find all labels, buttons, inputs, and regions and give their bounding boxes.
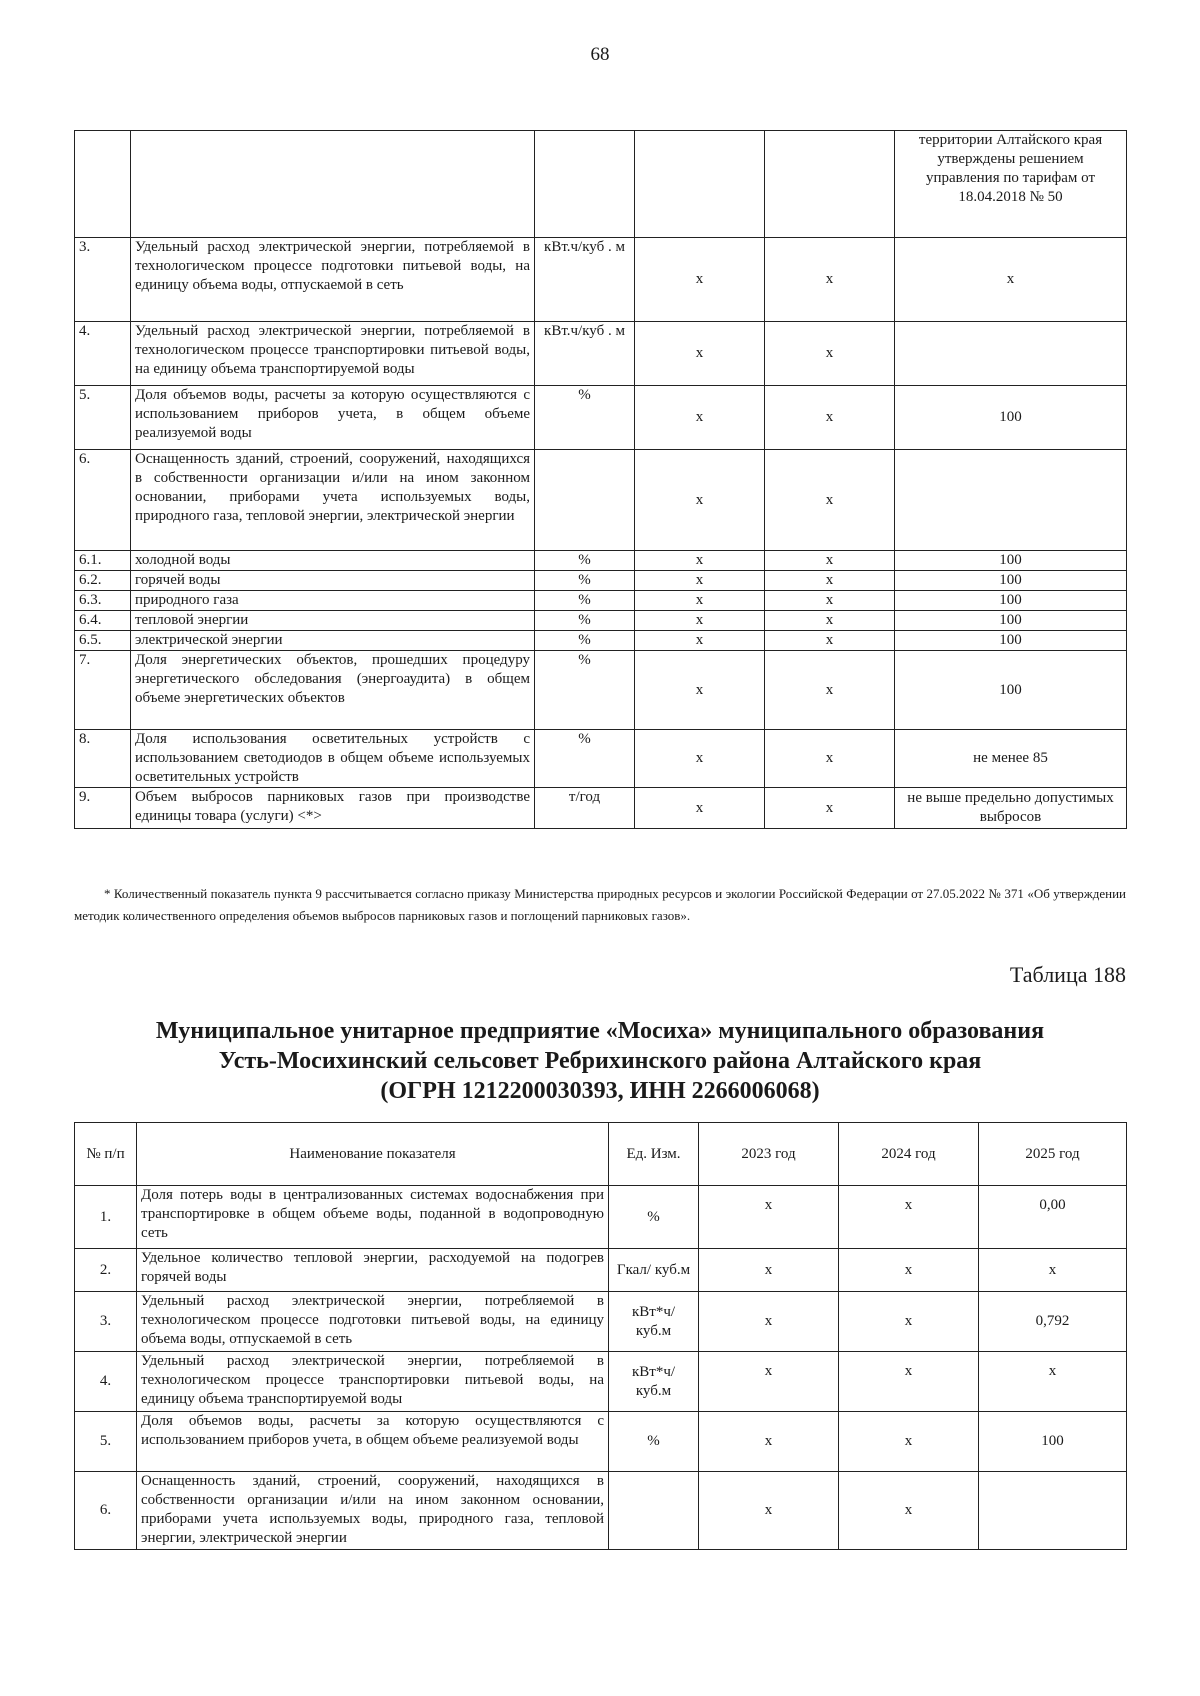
- table-row: [75, 450, 1127, 551]
- value-2024: х: [839, 1292, 979, 1352]
- heading-line: Усть-Мосихинский сельсовет Ребрихинского района Алтайского края: [218, 1048, 982, 1074]
- indicator-table: [74, 1122, 1127, 1550]
- column-header-2023: 2023 год: [699, 1123, 839, 1186]
- indicator-name: электрической энергии: [131, 631, 535, 651]
- indicator-name: Удельный расход электрической энергии, потребляемой в технологическом процессе подготовки питьевой воды, на единицу объема воды, отпускаемой в сеть: [131, 238, 535, 322]
- table-row: [75, 1249, 1127, 1292]
- unit: Гкал/ куб.м: [609, 1249, 699, 1292]
- unit: кВт*ч/ куб.м: [609, 1292, 699, 1352]
- value-2023: х: [635, 611, 765, 631]
- table-row: [75, 788, 1127, 829]
- value-2023: х: [699, 1249, 839, 1292]
- indicator-name: Удельный расход электрической энергии, потребляемой в технологическом процессе транспортировки питьевой воды, на единицу объема транспортируемой воды: [131, 322, 535, 386]
- indicator-name: Доля энергетических объектов, прошедших процедуру энергетического обследования (энергоаудита) в общем объеме энергетических объектов: [131, 651, 535, 730]
- value-2025: 100: [895, 651, 1127, 730]
- unit: %: [535, 651, 635, 730]
- value-2025: 100: [895, 571, 1127, 591]
- row-number: 6.1.: [75, 551, 131, 571]
- value-2023: х: [699, 1412, 839, 1472]
- value-2023: х: [699, 1352, 839, 1412]
- value-2024: х: [765, 611, 895, 631]
- row-number: 3.: [75, 238, 131, 322]
- row-number: [75, 131, 131, 238]
- value-2024: х: [765, 238, 895, 322]
- value-2024: х: [765, 450, 895, 551]
- value-2023: х: [699, 1292, 839, 1352]
- value-2025: [979, 1472, 1127, 1550]
- unit: %: [609, 1412, 699, 1472]
- column-header-name: Наименование показателя: [137, 1123, 609, 1186]
- row-number: 6.3.: [75, 591, 131, 611]
- column-header-unit: Ед. Изм.: [609, 1123, 699, 1186]
- value-2025: 0,00: [979, 1186, 1127, 1249]
- value-2024: х: [839, 1249, 979, 1292]
- row-number: 6.2.: [75, 571, 131, 591]
- value-2024: х: [765, 730, 895, 788]
- value-2024: [765, 131, 895, 238]
- unit: %: [535, 631, 635, 651]
- value-2023: [635, 131, 765, 238]
- header-row: [75, 1123, 1127, 1186]
- value-2024: х: [765, 571, 895, 591]
- value-2025: [895, 450, 1127, 551]
- table-row: [75, 631, 1127, 651]
- indicator-name: Объем выбросов парниковых газов при производстве единицы товара (услуги) <*>: [131, 788, 535, 829]
- row-number: 4.: [75, 322, 131, 386]
- unit: %: [535, 611, 635, 631]
- value-2025: 100: [895, 591, 1127, 611]
- row-number: 8.: [75, 730, 131, 788]
- indicator-name: природного газа: [131, 591, 535, 611]
- table-row: [75, 131, 1127, 238]
- unit: [535, 131, 635, 238]
- value-2023: х: [635, 386, 765, 450]
- value-2023: х: [699, 1186, 839, 1249]
- value-2023: х: [635, 322, 765, 386]
- row-number: 6.: [75, 1472, 137, 1550]
- value-2024: х: [765, 551, 895, 571]
- row-number: 4.: [75, 1352, 137, 1412]
- value-2024: х: [765, 322, 895, 386]
- row-number: 9.: [75, 788, 131, 829]
- table-row: [75, 730, 1127, 788]
- table-row: [75, 611, 1127, 631]
- unit: %: [535, 591, 635, 611]
- table-row: [75, 571, 1127, 591]
- value-2025: 100: [979, 1412, 1127, 1472]
- indicator-name: Оснащенность зданий, строений, сооружений, находящихся в собственности организации и/или на ином законном основании, приборами учета используемых воды, природного газа, тепловой энергии, электрической энергии: [131, 450, 535, 551]
- unit: %: [535, 730, 635, 788]
- page-number: 68: [590, 44, 610, 65]
- row-number: 5.: [75, 386, 131, 450]
- row-number: 3.: [75, 1292, 137, 1352]
- value-2023: х: [635, 571, 765, 591]
- value-2025: [895, 322, 1127, 386]
- value-2024: х: [839, 1352, 979, 1412]
- heading-line: Муниципальное унитарное предприятие «Мосиха» муниципального образования: [155, 1018, 1045, 1044]
- column-header-2025: 2025 год: [979, 1123, 1127, 1186]
- value-2023: х: [635, 788, 765, 829]
- unit: [535, 450, 635, 551]
- unit: кВт.ч/куб . м: [535, 322, 635, 386]
- indicator-name: [131, 131, 535, 238]
- value-2023: х: [635, 551, 765, 571]
- indicator-name: Доля использования осветительных устройств с использованием светодиодов в общем объеме используемых осветительных устройств: [131, 730, 535, 788]
- row-number: 5.: [75, 1412, 137, 1472]
- value-2024: х: [765, 386, 895, 450]
- column-header-2024: 2024 год: [839, 1123, 979, 1186]
- value-2025: х: [979, 1249, 1127, 1292]
- table-row: [75, 651, 1127, 730]
- table-row: [75, 551, 1127, 571]
- row-number: 2.: [75, 1249, 137, 1292]
- value-2025: 100: [895, 611, 1127, 631]
- heading-line: (ОГРН 1212200030393, ИНН 2266006068): [380, 1078, 820, 1104]
- unit: т/год: [535, 788, 635, 829]
- table-row: [75, 1412, 1127, 1472]
- value-2024: х: [839, 1186, 979, 1249]
- table-row: [75, 1472, 1127, 1550]
- indicator-table-continued: [74, 130, 1127, 829]
- value-2024: х: [839, 1472, 979, 1550]
- row-number: 6.: [75, 450, 131, 551]
- unit: %: [535, 551, 635, 571]
- indicator-name: Удельное количество тепловой энергии, расходуемой на подогрев горячей воды: [137, 1249, 609, 1292]
- indicator-name: горячей воды: [131, 571, 535, 591]
- column-header-num: № п/п: [75, 1123, 137, 1186]
- table-row: [75, 1186, 1127, 1249]
- value-2023: х: [635, 450, 765, 551]
- indicator-name: тепловой энергии: [131, 611, 535, 631]
- value-2025: х: [979, 1352, 1127, 1412]
- table-row: [75, 591, 1127, 611]
- table-row: [75, 1352, 1127, 1412]
- value-2024: х: [765, 788, 895, 829]
- value-2025: х: [895, 238, 1127, 322]
- value-2024: х: [839, 1412, 979, 1472]
- value-2025: не выше предельно допустимых выбросов: [895, 788, 1127, 829]
- unit: кВт.ч/куб . м: [535, 238, 635, 322]
- value-2025: не менее 85: [895, 730, 1127, 788]
- footnote: * Количественный показатель пункта 9 рассчитывается согласно приказу Министерства природных ресурсов и экологии Российской Федерации от 27.05.2022 № 371 «Об утверждении методик количественного определения объемов выбросов парниковых газов и поглощений парниковых газов».: [74, 886, 1126, 923]
- indicator-name: Доля потерь воды в централизованных системах водоснабжения при транспортировке в общем объеме воды, поданной в водопроводную сеть: [137, 1186, 609, 1249]
- value-2023: х: [699, 1472, 839, 1550]
- row-number: 6.4.: [75, 611, 131, 631]
- value-2023: х: [635, 730, 765, 788]
- indicator-name: Доля объемов воды, расчеты за которую осуществляются с использованием приборов учета, в общем объеме реализуемой воды: [137, 1412, 609, 1472]
- table-row: [75, 322, 1127, 386]
- row-number: 1.: [75, 1186, 137, 1249]
- value-2025: 100: [895, 631, 1127, 651]
- unit: %: [535, 571, 635, 591]
- table-row: [75, 1292, 1127, 1352]
- indicator-name: Оснащенность зданий, строений, сооружений, находящихся в собственности организации и/или на ином законном основании, приборами учета используемых воды, природного газа, тепловой энергии, электрической энергии: [137, 1472, 609, 1550]
- indicator-name: холодной воды: [131, 551, 535, 571]
- tariff-note: территории Алтайского края утверждены решением управления по тарифам от 18.04.2018 № 50: [895, 131, 1127, 238]
- unit: [609, 1472, 699, 1550]
- unit: кВт*ч/ куб.м: [609, 1352, 699, 1412]
- table-row: [75, 238, 1127, 322]
- value-2025: 100: [895, 386, 1127, 450]
- row-number: 7.: [75, 651, 131, 730]
- value-2023: х: [635, 651, 765, 730]
- value-2025: 0,792: [979, 1292, 1127, 1352]
- value-2024: х: [765, 591, 895, 611]
- value-2024: х: [765, 631, 895, 651]
- value-2023: х: [635, 591, 765, 611]
- value-2024: х: [765, 651, 895, 730]
- indicator-name: Доля объемов воды, расчеты за которую осуществляются с использованием приборов учета, в общем объеме реализуемой воды: [131, 386, 535, 450]
- value-2025: 100: [895, 551, 1127, 571]
- organization-heading: [74, 1016, 1126, 1106]
- unit: %: [609, 1186, 699, 1249]
- indicator-name: Удельный расход электрической энергии, потребляемой в технологическом процессе транспортировки питьевой воды, на единицу объема транспортируемой воды: [137, 1352, 609, 1412]
- table-label: Таблица 188: [1009, 962, 1126, 987]
- value-2023: х: [635, 238, 765, 322]
- unit: %: [535, 386, 635, 450]
- value-2023: х: [635, 631, 765, 651]
- row-number: 6.5.: [75, 631, 131, 651]
- indicator-name: Удельный расход электрической энергии, потребляемой в технологическом процессе подготовки питьевой воды, на единицу объема воды, отпускаемой в сеть: [137, 1292, 609, 1352]
- table-row: [75, 386, 1127, 450]
